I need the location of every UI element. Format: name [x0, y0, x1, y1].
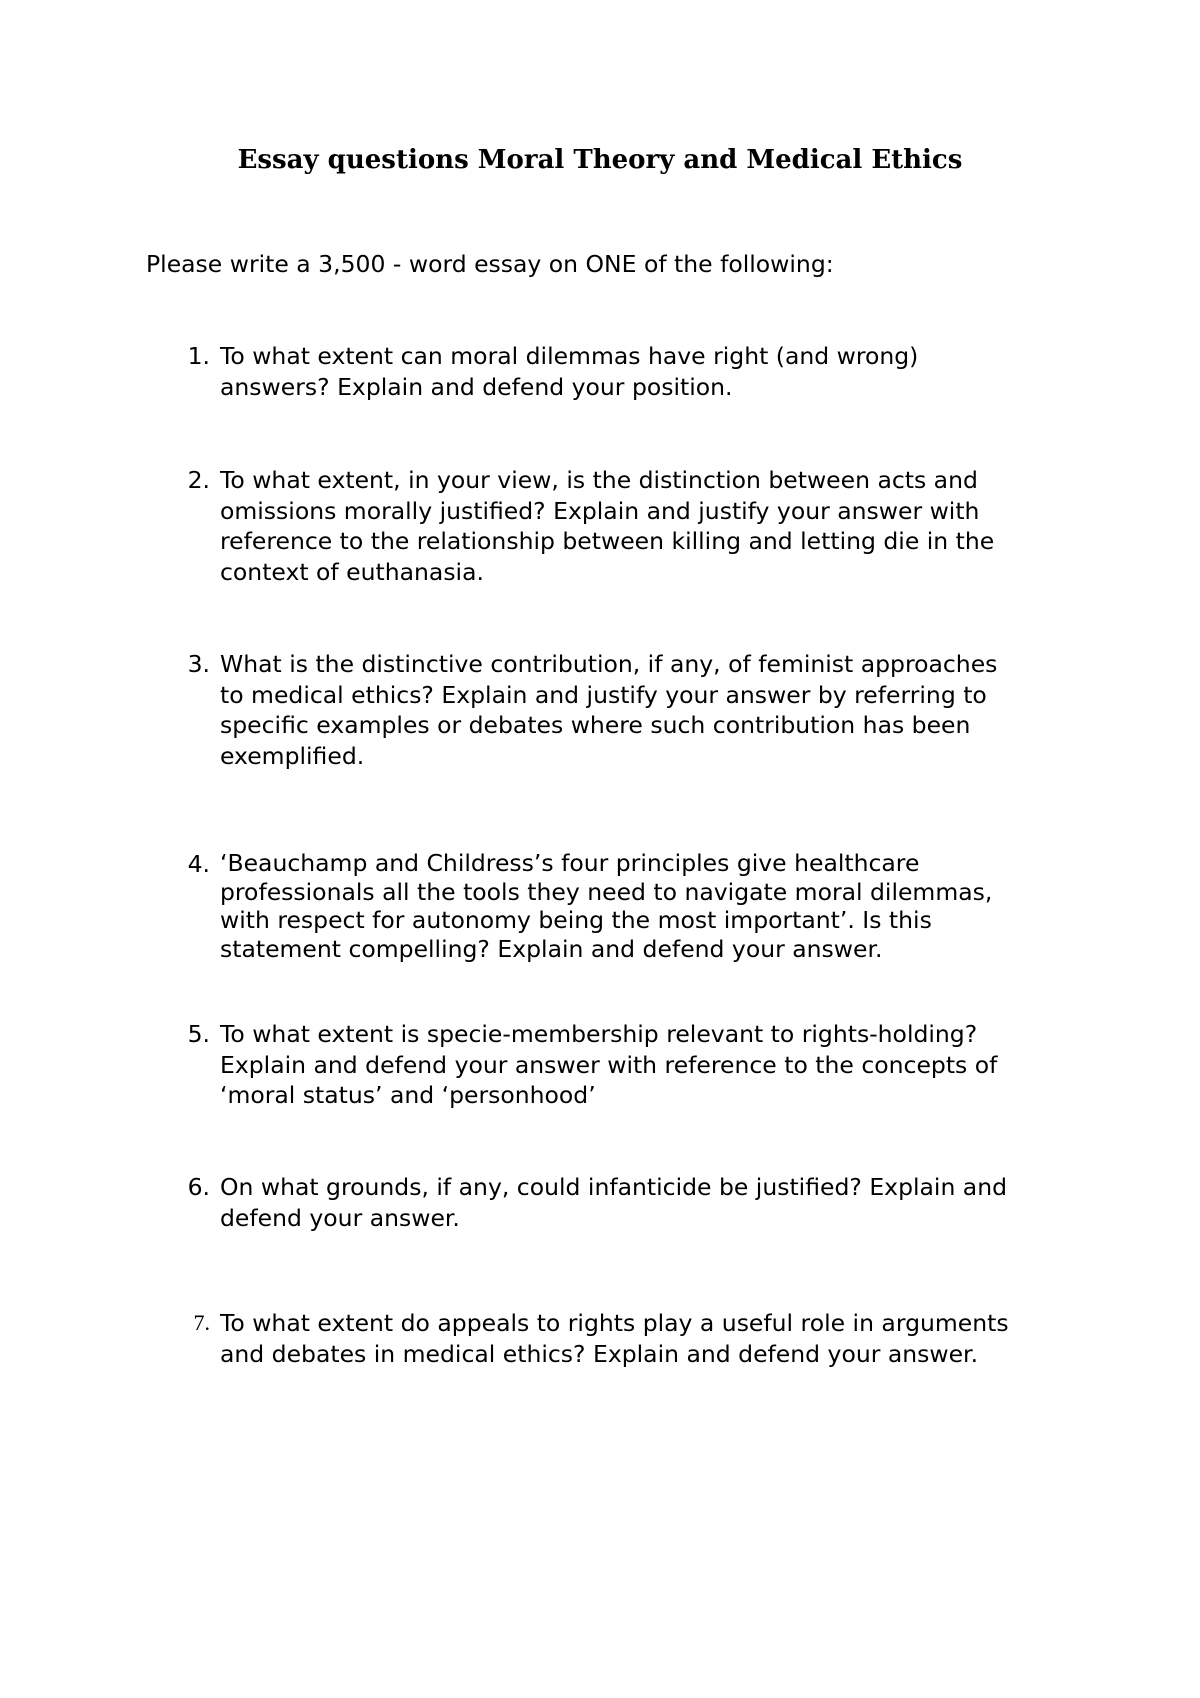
question-number: 7.: [193, 1310, 210, 1335]
question-line: and debates in medical ethics? Explain and defend your answer.: [220, 1339, 979, 1368]
question-number: 2.: [187, 466, 210, 494]
question-line: professionals all the tools they need to navigate moral dilemmas,: [220, 877, 993, 906]
question-line: specific examples or debates where such contribution has been: [220, 711, 971, 739]
document-title: Essay questions Moral Theory and Medical Ethics: [237, 145, 963, 175]
question-line: context of euthanasia.: [220, 557, 484, 586]
question-number: 1.: [187, 342, 210, 370]
question-line: On what grounds, if any, could infanticide be justified? Explain and: [220, 1173, 1008, 1201]
question-line: answers? Explain and defend your position.: [220, 372, 733, 401]
question-item: [146, 1308, 1076, 1369]
question-text: [220, 341, 1076, 402]
question-item: [146, 1019, 1076, 1111]
question-number: 6.: [187, 1173, 210, 1201]
question-item: [146, 849, 1076, 963]
question-text: [220, 1308, 1076, 1369]
intro-text: Please write a 3,500 - word essay on ONE of the following:: [146, 250, 834, 278]
question-line: reference to the relationship between killing and letting die in the: [220, 527, 995, 555]
question-line: with respect for autonomy being the most important’. Is this: [220, 906, 932, 934]
question-line: exemplified.: [220, 741, 365, 770]
question-text: [220, 1019, 1076, 1111]
question-item: [146, 341, 1076, 402]
question-item: [146, 1172, 1076, 1233]
question-item: [146, 465, 1076, 587]
question-line: To what extent, in your view, is the distinction between acts and: [220, 466, 978, 494]
question-text: [220, 465, 1076, 587]
question-line: Explain and defend your answer with reference to the concepts of: [220, 1050, 998, 1079]
question-line: defend your answer.: [220, 1203, 460, 1232]
question-text: [220, 849, 1076, 963]
question-line: ‘moral status’ and ‘personhood’: [220, 1081, 596, 1109]
question-number: 4.: [187, 850, 210, 878]
question-line: ‘Beauchamp and Childress’s four principles give healthcare: [220, 849, 920, 877]
question-line: statement compelling? Explain and defend your answer.: [220, 934, 883, 963]
question-item: [146, 649, 1076, 771]
question-line: What is the distinctive contribution, if any, of feminist approaches: [220, 650, 998, 678]
question-number: 3.: [187, 650, 210, 678]
question-line: to medical ethics? Explain and justify your answer by referring to: [220, 680, 987, 709]
question-text: [220, 1172, 1076, 1233]
question-line: To what extent can moral dilemmas have right (and wrong): [220, 342, 919, 370]
question-line: To what extent do appeals to rights play a useful role in arguments: [220, 1309, 1009, 1337]
question-line: To what extent is specie-membership relevant to rights-holding?: [220, 1020, 978, 1048]
question-text: [220, 649, 1076, 771]
question-number: 5.: [187, 1020, 210, 1048]
question-line: omissions morally justified? Explain and justify your answer with: [220, 496, 980, 525]
